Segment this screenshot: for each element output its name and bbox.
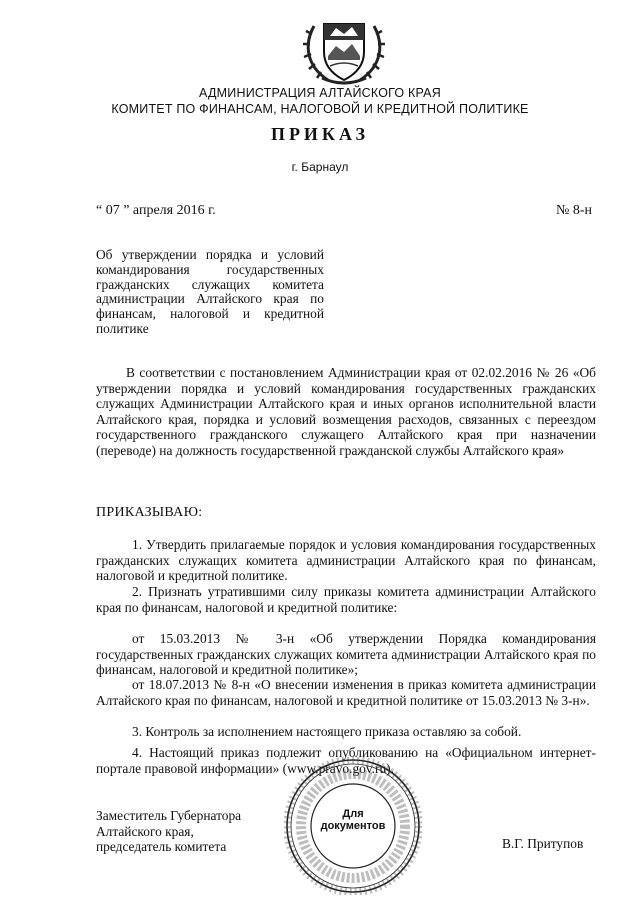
order-item-4: 4. Настоящий приказ подлежит опубликованию на «Официальном интернет-портале правовой информации» (www.pravo.gov.ru). xyxy=(96,745,596,776)
organization-name-line-2: КОМИТЕТ ПО ФИНАНСАМ, НАЛОГОВОЙ И КРЕДИТНОЙ ПОЛИТИКЕ xyxy=(111,102,529,116)
stamp-center-line-1: Для xyxy=(342,808,364,820)
order-item-2: 2. Признать утратившими силу приказы комитета администрации Алтайского края по финансам, налоговой и кредитной политике: xyxy=(96,584,596,615)
order-word: ПРИКАЗЫВАЮ: xyxy=(96,505,203,520)
document-subject: Об утверждении порядка и условий командирования государственных гражданских служащих комитета администрации Алтайского края по финансам, налоговой и кредитной политике xyxy=(96,247,324,336)
signatory-name: В.Г. Притупов xyxy=(502,836,584,851)
signatory-position-line-1: Заместитель Губернатора xyxy=(96,808,242,823)
stamp-center-text xyxy=(318,808,388,832)
altai-coat-of-arms-emblem xyxy=(300,16,388,86)
document-type-title: ПРИКАЗ xyxy=(270,124,370,144)
document-number: № 8-н xyxy=(556,203,593,218)
order-item-2-sub-b: от 18.07.2013 № 8-н «О внесении изменения в приказ комитета администрации Алтайского края по финансам, налоговой и кредитной политике от 15.03.2013 № 3-н». xyxy=(96,677,596,708)
preamble-paragraph: В соответствии с постановлением Администрации края от 02.02.2016 № 26 «Об утверждении порядка и условий командирования государственных гражданских служащих Администрации Алтайского края и иных органов исполнительной власти Алтайского края, порядка и условий возмещения расходов, связанных с переездом государственного гражданского служащего Алтайского края при назначении (переводе) на должность государственной гражданской службы Алтайского края» xyxy=(96,365,596,458)
document-date: “ 07 ” апреля 2016 г. xyxy=(96,203,216,218)
order-item-2-sub-a: от 15.03.2013 № 3-н «Об утверждении Порядка командирования государственных гражданских служащих комитета администрации Алтайского края по финансам, налоговой и кредитной политике»; xyxy=(96,631,596,678)
signatory-position-line-3: председатель комитета xyxy=(96,839,227,855)
organization-name-line-1: АДМИНИСТРАЦИЯ АЛТАЙСКОГО КРАЯ xyxy=(199,86,441,100)
signatory-position xyxy=(96,808,241,855)
signatory-position-line-2: Алтайского края, xyxy=(96,823,194,839)
city: г. Барнаул xyxy=(291,160,349,174)
order-item-3: 3. Контроль за исполнением настоящего приказа оставляю за собой. xyxy=(132,724,522,739)
order-item-1: 1. Утвердить прилагаемые порядок и условия командирования государственных гражданских служащих комитета администрации Алтайского края по финансам, налоговой и кредитной политике. xyxy=(96,537,596,584)
stamp-center-line-2: документов xyxy=(320,820,386,832)
